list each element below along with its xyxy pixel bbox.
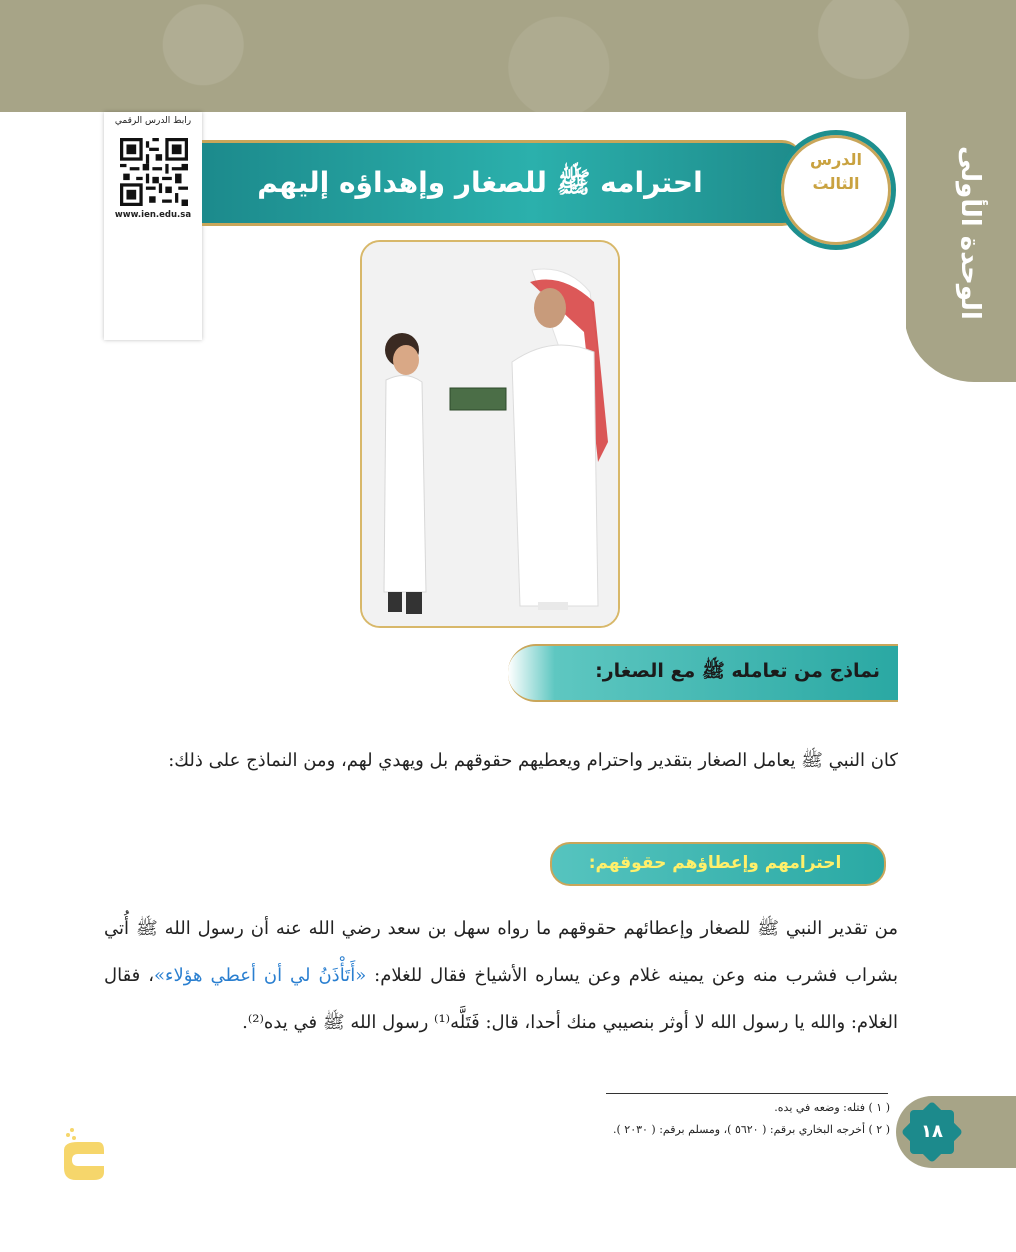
subsection-title: احترامهم وإعطاؤهم حقوقهم: — [588, 853, 842, 873]
footnote-1: ( ١ ) فتله: وضعه في يده. — [774, 1101, 890, 1114]
qr-url[interactable]: www.ien.edu.sa — [114, 210, 192, 220]
intro-paragraph: كان النبي ﷺ يعامل الصغار بتقدير واحترام ويعطيهم حقوقهم بل ويهدي لهم، ومن النماذج على ذلك: — [168, 750, 898, 771]
section-title: نماذج من تعامله ﷺ مع الصغار: — [595, 660, 880, 682]
page-number: ١٨ — [921, 1121, 943, 1142]
lesson-title: احترامه ﷺ للصغار وإهداؤه إليهم — [257, 166, 703, 199]
top-decorative-band — [0, 0, 1016, 112]
lesson-badge-top: الدرس — [809, 150, 863, 169]
qr-code-icon[interactable] — [120, 138, 188, 206]
footnote-2: ( ٢ ) أخرجه البخاري برقم: ( ٥٦٢٠ )، ومسلم برقم: ( ٢٠٣٠ ). — [612, 1123, 890, 1136]
lesson-badge-bottom: الثالث — [812, 174, 860, 193]
hadith-quote: «أَتَأْذَنُ لي أن أعطي هؤلاء» — [154, 965, 367, 986]
publisher-logo-icon — [58, 1124, 106, 1188]
hadith-text-after: ، فقال الغلام: والله يا رسول الله لا أوثر بنصيبي منك أحدا، قال: فَتَلَّه⁽¹⁾ رسول الله ﷺ في يده⁽²⁾. — [104, 965, 898, 1033]
lesson-photo — [360, 240, 620, 628]
qr-block[interactable] — [104, 112, 202, 340]
unit-label: الوحدة الأولى — [955, 146, 985, 320]
hadith-paragraph — [104, 905, 898, 1046]
hadith-text-before: من تقدير النبي ﷺ للصغار وإعطائهم حقوقهم ما رواه سهل بن سعد رضي الله عنه أن رسول الله ﷺ أُتي بشراب فشرب منه وعن يمينه غلام وعن يساره الأشياخ فقال للغلام: — [104, 918, 898, 986]
qr-caption: رابط الدرس الرقمي — [114, 116, 192, 126]
photo-illustration — [362, 242, 618, 626]
footnote-divider — [606, 1093, 888, 1094]
